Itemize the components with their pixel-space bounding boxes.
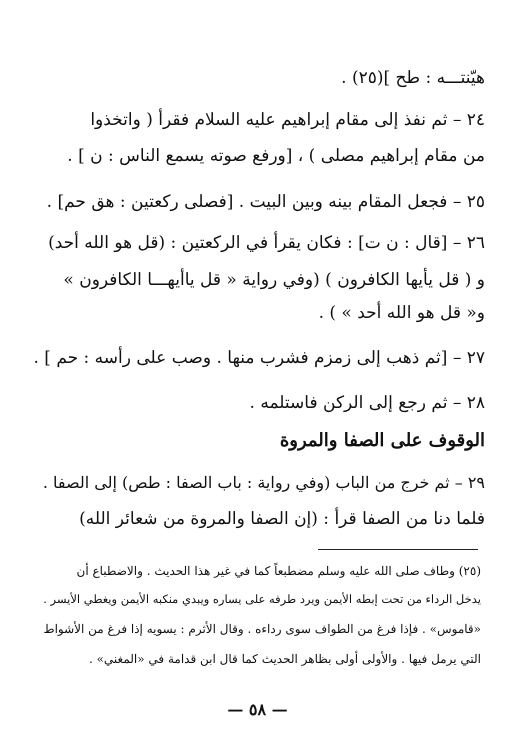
text-line: ٢٧ – [ثم ذهب إلى زمزم فشرب منها . وصب على رأسه : حم ] . xyxy=(33,348,485,368)
text-line: من مقام إبراهيم مصلى ) ، [ورفع صوته يسمع الناس : ن ] . xyxy=(67,146,485,166)
footnote-line: يدخل الرداء من تحت إبطه الأيمن ويرد طرفه على يساره ويبدي منكبه الأيمن ويغطي الأيسر . xyxy=(43,592,481,606)
text-line: فلما دنا من الصفا قرأ : (إن الصفا والمروة من شعائر الله) xyxy=(79,509,485,529)
text-line: ٢٩ – ثم خرج من الباب (وفي رواية : باب الصفا : طص) إلى الصفا . xyxy=(42,473,485,492)
footnote-line: «قاموس» . فإذا فرغ من الطواف سوى رداءه . وقال الأثرم : يسويه إذا فرغ من الأشواط xyxy=(43,622,481,636)
footnote-divider xyxy=(318,549,478,550)
text-line: ٢٨ – ثم رجع إلى الركن فاستلمه . xyxy=(249,393,485,413)
footnote-line: التي يرمل فيها . والأولى أولى بظاهر الحديث كما قال ابن قدامة في «المغني» . xyxy=(88,652,481,666)
text-line: هيّنتـــه : طح ](٢٥) . xyxy=(341,68,485,88)
text-line: ٢٥ – فجعل المقام بينه وبين البيت . [فصلى ركعتين : هق حم] . xyxy=(46,192,485,212)
text-line: ٢٦ – [قال : ن ت] : فكان يقرأ في الركعتين : (قل هو الله أحد) xyxy=(48,233,485,253)
text-line: و ( قل يأيها الكافرون ) (وفي رواية « قل ياأيهـــا الكافرون » xyxy=(63,270,485,290)
text-line: ٢٤ – ثم نفذ إلى مقام إبراهيم عليه السلام فقرأ ( واتخذوا xyxy=(90,110,485,130)
section-heading: الوقوف على الصفا والمروة xyxy=(279,430,485,451)
text-line: و« قل هو الله أحد » ) . xyxy=(318,303,485,323)
page-number: — ٥٨ — xyxy=(227,700,288,719)
footnote-line: (٢٥) وطاف صلى الله عليه وسلم مضطبعاً كما في غير هذا الحديث . والاضطباع أن xyxy=(76,564,481,578)
